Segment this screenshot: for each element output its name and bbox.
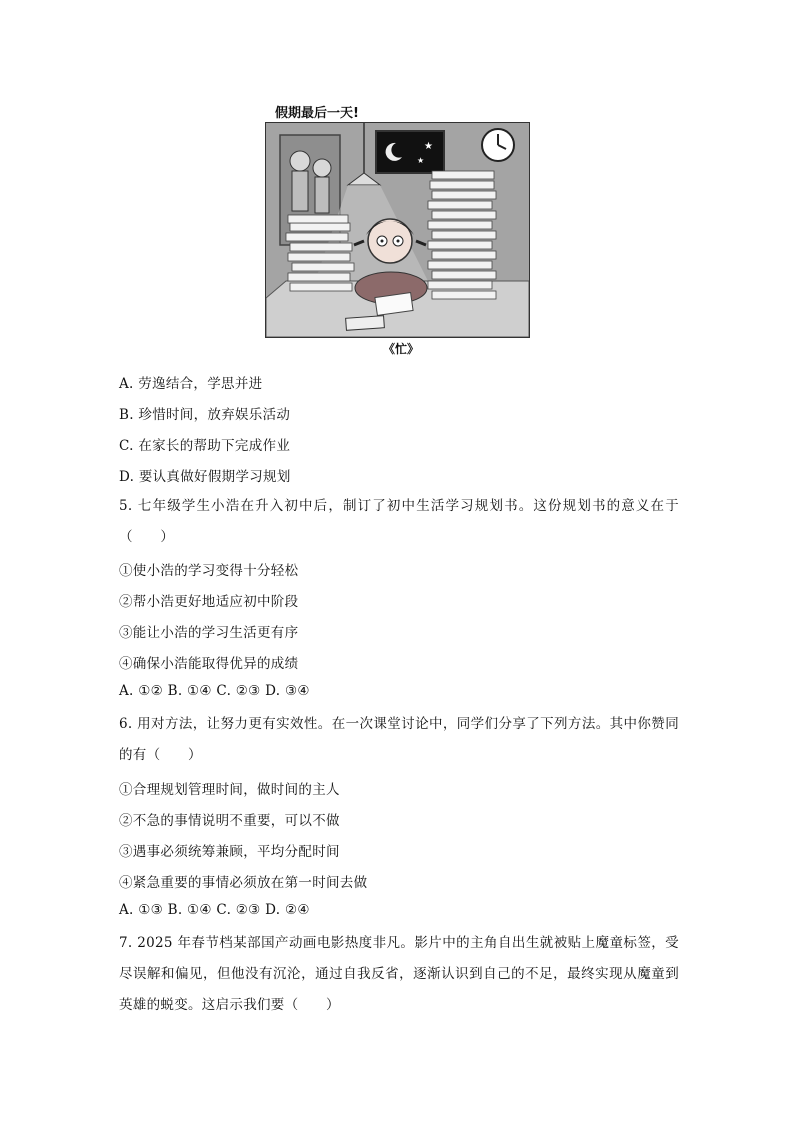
- q5-item-4: ④确保小浩能取得优异的成绩: [119, 656, 299, 672]
- q6-item-1: ①合理规划管理时间，做时间的主人: [119, 782, 340, 798]
- q5-item-1: ①使小浩的学习变得十分轻松: [119, 563, 299, 579]
- q4-option-c: C. 在家长的帮助下完成作业: [119, 438, 291, 454]
- cartoon-image: [265, 122, 530, 338]
- q6-options: A. ①③ B. ①④ C. ②③ D. ②④: [119, 902, 310, 918]
- q5-item-3: ③能让小浩的学习生活更有序: [119, 625, 299, 641]
- q4-option-b: B. 珍惜时间，放弃娱乐活动: [119, 407, 291, 423]
- q4-option-d: D. 要认真做好假期学习规划: [119, 469, 291, 485]
- q6-stem: 6. 用对方法，让努力更有实效性。在一次课堂讨论中，同学们分享了下列方法。其中你赞同的有（ ）: [119, 716, 679, 763]
- q6-item-3: ③遇事必须统筹兼顾，平均分配时间: [119, 844, 340, 860]
- q7-stem: 7. 2025 年春节档某部国产动画电影热度非凡。影片中的主角自出生就被贴上魔童标签，受尽误解和偏见，但他没有沉沦，通过自我反省，逐渐认识到自己的不足，最终实现从魔童到英雄的蜕变。这启示我们要（ ）: [119, 935, 679, 1013]
- q5-options: A. ①② B. ①④ C. ②③ D. ③④: [119, 683, 310, 699]
- q5-stem: 5. 七年级学生小浩在升入初中后，制订了初中生活学习规划书。这份规划书的意义在于（ ）: [119, 498, 679, 545]
- cartoon-caption: 《忙》: [383, 342, 420, 356]
- svg-text:★: ★: [417, 156, 425, 165]
- cartoon-title: 假期最后一天!: [275, 106, 359, 121]
- q6-item-2: ②不急的事情说明不重要，可以不做: [119, 813, 340, 829]
- q6-item-4: ④紧急重要的事情必须放在第一时间去做: [119, 875, 368, 891]
- q4-option-a: A. 劳逸结合，学思并进: [119, 376, 263, 392]
- q5-item-2: ②帮小浩更好地适应初中阶段: [119, 594, 299, 610]
- svg-text:★: ★: [424, 141, 433, 152]
